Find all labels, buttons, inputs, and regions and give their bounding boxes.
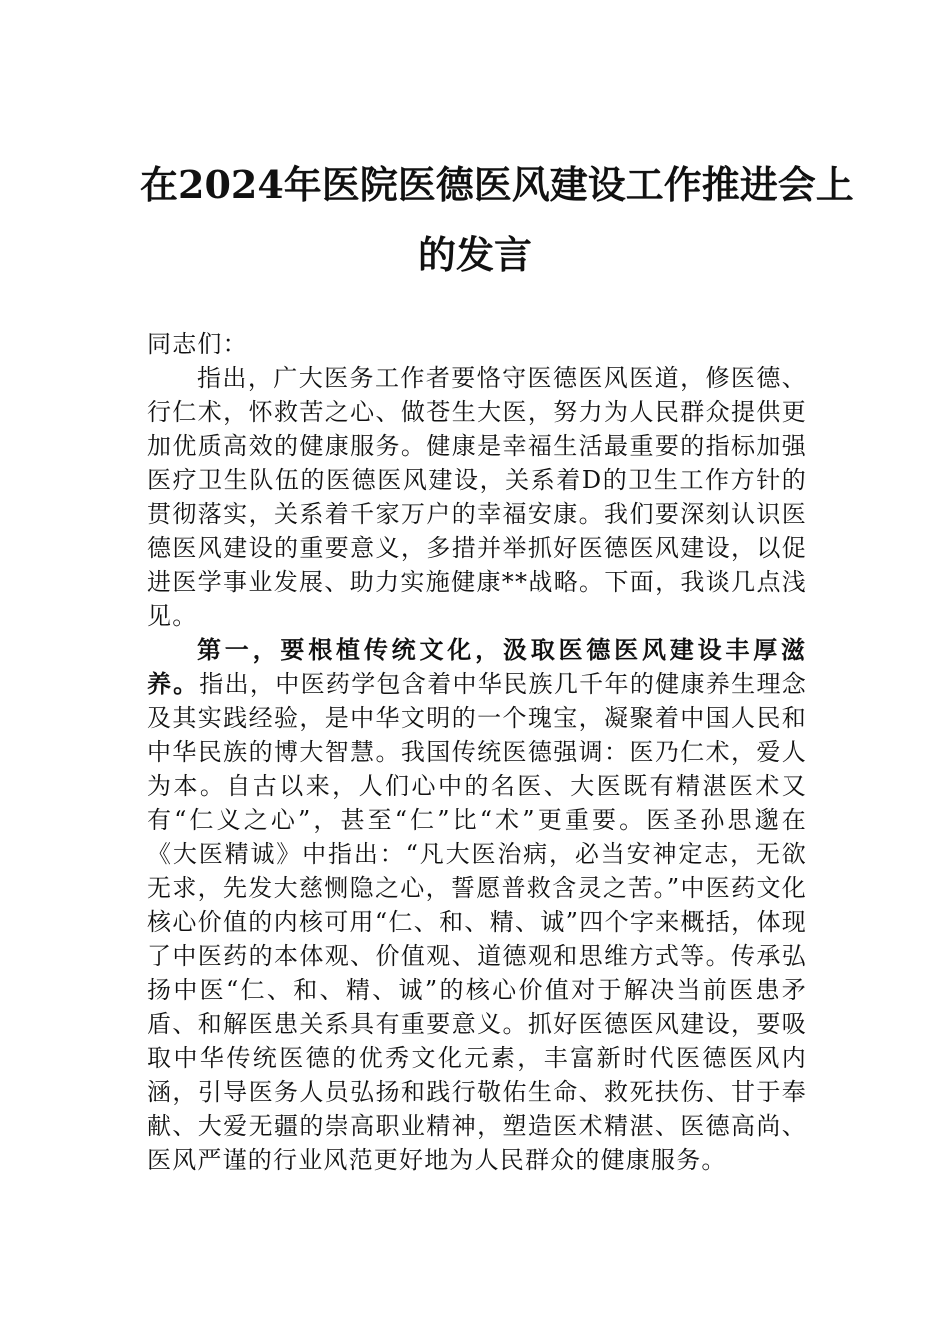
- paragraph-intro: 指出，广大医务工作者要恪守医德医风医道，修医德、行仁术，怀救苦之心、做苍生大医，努力为人民群众提供更加优质高效的健康服务。健康是幸福生活最重要的指标加强医疗卫生队伍的医德医风建设，关系着D的卫生工作方针的贯彻落实，关系着千家万户的幸福安康。我们要深刻认识医德医风建设的重要意义，多措并举抓好医德医风建设，以促进医学事业发展、助力实施健康**战略。下面，我谈几点浅见。: [147, 364, 807, 630]
- section-one-heading: 第一，要根植传统文化，汲取医德医风建设丰厚滋养。: [147, 635, 807, 698]
- document-body: [147, 327, 807, 1177]
- document-title-line2: 的发言: [417, 232, 532, 277]
- section-one-body: 指出，中医药学包含着中华民族几千年的健康养生理念及其实践经验，是中华文明的一个瑰宝，凝聚着中国人民和中华民族的博大智慧。我国传统医德强调：医乃仁术，爱人为本。自古以来，人们心中的名医、大医既有精湛医术又有“仁义之心”，甚至“仁”比“术”更重要。医圣孙思邈在《大医精诚》中指出：“凡大医治病，必当安神定志，无欲无求，先发大慈恻隐之心，誓愿普救含灵之苦。”中医药文化核心价值的内核可用“仁、和、精、诚”四个字来概括，体现了中医药的本体观、价值观、道德观和思维方式等。传承弘扬中医“仁、和、精、诚”的核心价值对于解决当前医患矛盾、和解医患关系具有重要意义。抓好医德医风建设，要吸取中华传统医德的优秀文化元素，丰富新时代医德医风内涵，引导医务人员弘扬和践行敬佑生命、救死扶伤、甘于奉献、大爱无疆的崇高职业精神，塑造医术精湛、医德高尚、医风严谨的行业风范更好地为人民群众的健康服务。: [147, 670, 807, 1174]
- salutation: 同志们：: [147, 330, 248, 358]
- paragraph-section-one: [147, 633, 807, 1177]
- document-title-line1: 在2024年医院医德医风建设工作推进会上: [140, 162, 854, 207]
